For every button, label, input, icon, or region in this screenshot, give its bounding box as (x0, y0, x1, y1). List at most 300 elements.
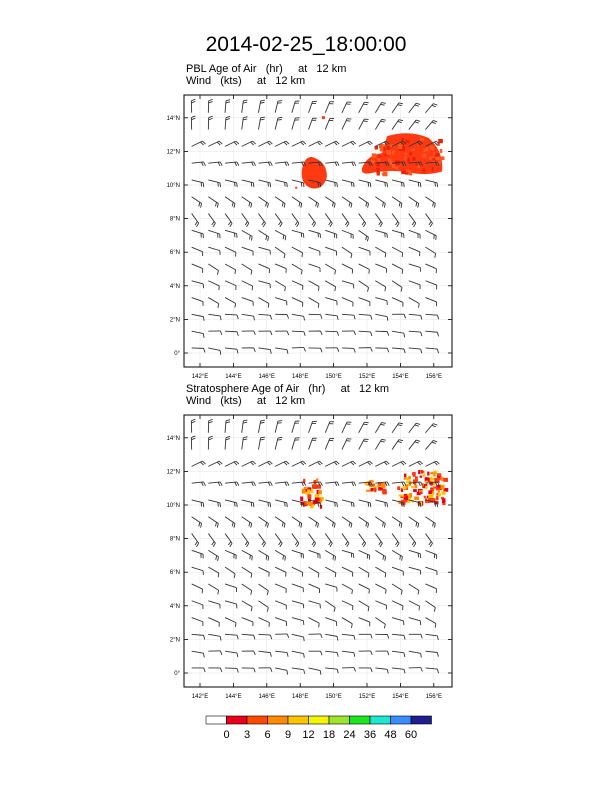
shading-cell (417, 492, 421, 496)
shading-cell (310, 504, 314, 508)
wind-barb-flag (297, 223, 299, 227)
wind-barb-flag (382, 439, 386, 440)
wind-barb (309, 550, 320, 554)
wind-barb-flag (418, 162, 420, 166)
wind-barb-flag (385, 482, 387, 486)
wind-barb (275, 500, 287, 503)
shading-patch (302, 157, 327, 189)
wind-barb (225, 264, 236, 270)
lon-tick-label: 148°E (291, 374, 309, 380)
wind-barb-flag (330, 223, 332, 227)
wind-barb (275, 534, 282, 544)
wind-barb (208, 534, 215, 544)
shading-cell (388, 158, 392, 161)
wind-barb (342, 584, 352, 590)
wind-barb (425, 550, 436, 554)
wind-barb (208, 634, 220, 636)
wind-barb-flag (212, 221, 214, 225)
shading-cell (320, 505, 322, 509)
wind-barb-flag (237, 482, 239, 486)
wind-barb-flag (312, 221, 314, 225)
wind-barb-flag (220, 482, 222, 486)
shading-cell (432, 156, 435, 160)
wind-barb (242, 421, 244, 433)
wind-barb (409, 461, 420, 466)
wind-barb-flag (254, 482, 256, 486)
wind-barb (242, 298, 253, 302)
wind-barb-flag (253, 461, 256, 464)
wind-barb-flag (254, 651, 256, 655)
wind-barb-flag (237, 162, 239, 166)
wind-barb-flag (421, 668, 423, 672)
shading-cell (440, 485, 445, 488)
wind-barb (292, 500, 304, 503)
wind-barb (225, 298, 236, 304)
wind-barb-flag (218, 557, 219, 561)
wind-barb (375, 141, 386, 146)
shading-cell (422, 154, 426, 158)
wind-barb (309, 482, 321, 483)
shading-cell (387, 153, 390, 155)
wind-barb (425, 567, 436, 571)
wind-barb (409, 584, 419, 590)
map-title: 2014-02-25_18:00:00 (205, 33, 407, 56)
wind-barb-flag (234, 203, 235, 207)
shading-cell (412, 472, 415, 475)
wind-barb (325, 634, 337, 636)
shading-cell (318, 490, 322, 494)
wind-barb-flag (254, 668, 255, 672)
wind-barb-flag (284, 462, 287, 465)
wind-barb-flag (354, 668, 356, 672)
wind-barb (375, 281, 385, 287)
wind-barb (375, 618, 385, 625)
wind-barb (375, 584, 386, 589)
colorbar-box (247, 716, 268, 724)
wind-barb (325, 162, 337, 163)
wind-barb-flag (200, 462, 203, 465)
wind-barb (242, 500, 254, 503)
wind-barb-flag (415, 122, 419, 123)
wind-barb (342, 230, 353, 234)
wind-barb-flag (384, 523, 385, 527)
shading-cell (442, 501, 445, 505)
wind-barb-flag (235, 482, 237, 486)
panel-1-wind-label: Wind (kts) at 12 km (186, 75, 306, 87)
wind-barb (325, 247, 336, 251)
wind-barb (425, 534, 432, 544)
wind-barb-flag (432, 442, 436, 443)
shading-cell (314, 480, 316, 483)
wind-barb (309, 281, 319, 287)
wind-barb (192, 550, 203, 554)
shading-cell (380, 146, 384, 151)
shading-cell (438, 488, 440, 490)
shading-cell (404, 474, 406, 478)
wind-barb (325, 197, 335, 204)
wind-barb (258, 534, 265, 544)
wind-barb (359, 461, 370, 466)
wind-barb (375, 601, 386, 606)
wind-barb (242, 230, 252, 236)
wind-barb-flag (230, 543, 232, 547)
shading-cell (432, 167, 434, 172)
wind-barb-flag (287, 482, 289, 486)
wind-barb (409, 162, 421, 163)
wind-barb (325, 102, 330, 113)
wind-barb-flag (260, 439, 264, 440)
wind-barb-flag (336, 461, 339, 464)
wind-barb (409, 197, 419, 204)
wind-barb-flag (196, 223, 198, 227)
wind-barb-flag (301, 203, 302, 207)
wind-barb-flag (301, 270, 302, 274)
shading-cell (403, 496, 406, 498)
wind-barb-flag (237, 635, 238, 639)
wind-barb (275, 197, 285, 204)
wind-barb (292, 118, 295, 130)
wind-barb (425, 162, 437, 163)
wind-barb-flag (364, 102, 368, 103)
wind-barb (275, 618, 286, 622)
wind-barb (309, 141, 320, 146)
shading-cell (399, 495, 404, 497)
wind-barb (409, 651, 421, 653)
shading-cell (413, 489, 417, 492)
wind-barb-flag (364, 422, 368, 423)
wind-barb (309, 197, 319, 204)
wind-barb (309, 618, 320, 624)
wind-barb (292, 214, 299, 224)
wind-barb (375, 298, 387, 301)
map-frame (184, 415, 452, 687)
shading-cell (428, 495, 433, 498)
wind-barb (208, 348, 220, 350)
wind-barb-flag (371, 348, 373, 352)
shading-cell (377, 484, 380, 487)
wind-barb (325, 438, 330, 449)
wind-barb (192, 298, 203, 302)
wind-barb (392, 634, 404, 635)
wind-barb-flag (313, 223, 315, 227)
wind-barb (392, 281, 402, 288)
wind-barb (258, 314, 270, 315)
wind-barb-flag (287, 634, 289, 638)
wind-barb-flag (284, 142, 287, 145)
wind-barb (392, 230, 404, 233)
wind-barb-flag (345, 221, 347, 225)
wind-barb-flag (304, 162, 306, 166)
wind-barb-flag (297, 543, 299, 547)
lon-tick-label: 154°E (392, 694, 409, 700)
wind-barb (409, 618, 421, 621)
wind-barb (242, 118, 244, 130)
wind-barb-flag (320, 162, 322, 166)
shading-cell (295, 187, 297, 189)
wind-barb-flag (201, 523, 202, 527)
shading-cell (433, 483, 435, 486)
shading-cell (440, 156, 445, 160)
wind-barb (242, 601, 252, 607)
wind-barb-flag (437, 653, 438, 657)
wind-barb-flag (286, 141, 289, 144)
wind-barb (425, 618, 435, 624)
shading-cell (401, 500, 406, 505)
wind-barb-flag (220, 668, 222, 672)
wind-barb-flag (399, 423, 403, 424)
wind-barb (275, 438, 278, 450)
wind-barb (425, 584, 436, 589)
wind-barb-flag (269, 461, 272, 464)
wind-barb-flag (202, 141, 205, 144)
wind-barb-flag (217, 271, 218, 275)
shading-cell (383, 171, 388, 176)
wind-barb (359, 298, 370, 302)
wind-barb-flag (421, 653, 422, 657)
wind-barb-flag (262, 541, 264, 545)
shading-cell (401, 170, 406, 174)
shading-cell (378, 158, 381, 161)
lon-tick-label: 152°E (358, 694, 376, 700)
wind-barb (225, 601, 237, 604)
wind-barb-flag (191, 99, 195, 101)
shading-cell (386, 150, 391, 155)
wind-barb (275, 230, 286, 236)
wind-barb-flag (399, 440, 403, 441)
wind-barb (375, 314, 387, 316)
wind-barb-flag (351, 142, 354, 145)
wind-barb-flag (398, 441, 402, 442)
shading-cell (386, 143, 389, 145)
shading-cell (441, 491, 445, 495)
wind-barb-flag (335, 162, 337, 166)
wind-barb-flag (270, 162, 272, 166)
wind-barb-flag (402, 556, 403, 560)
shading-cell (430, 488, 433, 490)
wind-barb (425, 180, 437, 183)
wind-barb (342, 298, 353, 303)
wind-barb-flag (415, 442, 419, 443)
wind-barb (309, 517, 319, 524)
wind-barb-flag (367, 142, 370, 145)
wind-barb (375, 103, 381, 113)
shading-cell (371, 488, 374, 492)
wind-barb (359, 314, 371, 315)
wind-barb-flag (284, 203, 285, 207)
shading-cell (312, 502, 315, 505)
wind-barb (359, 247, 370, 251)
wind-barb (375, 247, 385, 253)
wind-barb (325, 482, 337, 483)
wind-barb-flag (379, 221, 381, 225)
wind-barb-flag (437, 349, 438, 353)
wind-barb (208, 601, 219, 605)
wind-barb (292, 247, 303, 253)
lon-tick-label: 146°E (258, 374, 276, 380)
shading-cell (429, 493, 433, 497)
wind-barb-flag (230, 223, 232, 227)
shading-cell (406, 172, 409, 175)
wind-barb (275, 601, 286, 605)
wind-barb (258, 230, 268, 236)
wind-barb (342, 567, 353, 572)
lon-tick-label: 150°E (325, 374, 342, 380)
wind-barb-flag (277, 120, 281, 121)
colorbar-label: 18 (322, 729, 336, 741)
shading-cell (432, 478, 435, 480)
colorbar-box (350, 716, 371, 724)
wind-barb-flag (335, 556, 336, 560)
shading-cell (387, 146, 390, 151)
wind-barb-flag (380, 424, 384, 425)
wind-barb-flag (321, 315, 322, 319)
wind-barb (242, 162, 254, 163)
wind-barb (258, 500, 270, 503)
wind-barb (292, 141, 303, 146)
wind-barb-flag (243, 439, 247, 440)
wind-barb (192, 618, 203, 622)
shading-cell (408, 494, 411, 499)
wind-barb-flag (437, 315, 438, 319)
wind-barb-flag (191, 101, 195, 103)
wind-barb-flag (352, 624, 353, 628)
wind-barb (208, 180, 220, 183)
wind-barb-flag (404, 349, 405, 353)
wind-barb-flag (382, 103, 386, 104)
wind-barb-flag (209, 422, 213, 423)
shading-cell (430, 145, 434, 150)
shading-cell (405, 156, 407, 160)
colorbar-label: 24 (343, 729, 356, 741)
wind-barb-flag (243, 422, 247, 423)
wind-barb (292, 567, 303, 572)
lat-tick-label: 6°N (169, 570, 180, 577)
lat-tick-label: 4°N (169, 603, 180, 610)
wind-barb-flag (268, 557, 269, 561)
lat-tick-label: 10°N (166, 183, 180, 189)
shading-cell (369, 480, 372, 483)
wind-barb-flag (416, 440, 420, 441)
wind-barb (425, 461, 436, 466)
shading-cell (365, 482, 368, 485)
wind-barb-flag (267, 523, 268, 527)
wind-barb-flag (416, 103, 420, 104)
wind-barb-flag (399, 202, 400, 206)
wind-barb (409, 281, 420, 285)
wind-barb-flag (303, 461, 306, 464)
shading-cell (414, 482, 416, 485)
wind-barb-flag (226, 116, 230, 117)
wind-barb-flag (430, 223, 432, 227)
wind-barb-flag (215, 202, 216, 206)
wind-barb-flag (363, 104, 367, 105)
shading-cell (401, 138, 404, 141)
wind-barb-flag (295, 541, 297, 545)
wind-barb (292, 651, 304, 653)
wind-barb-flag (349, 202, 350, 206)
wind-barb (292, 180, 304, 183)
shading-cell (390, 144, 394, 146)
wind-barb-flag (236, 461, 239, 464)
wind-barb-flag (433, 522, 434, 526)
wind-barb (342, 482, 354, 483)
wind-barb (342, 500, 354, 503)
wind-barb-flag (277, 423, 281, 424)
wind-barb (208, 141, 219, 146)
wind-barb (392, 651, 404, 653)
wind-barb (325, 230, 336, 234)
wind-barb-flag (349, 522, 350, 526)
wind-barb-flag (419, 303, 420, 307)
wind-barb-flag (251, 162, 253, 166)
shading-cell (422, 484, 427, 488)
wind-barb (292, 298, 303, 303)
wind-barb-flag (434, 523, 435, 527)
wind-barb (309, 438, 313, 449)
shading-cell (312, 484, 317, 489)
shading-cell (437, 161, 440, 164)
shading-cell (438, 493, 441, 497)
wind-barb (225, 348, 237, 349)
shading-cell (423, 473, 426, 476)
wind-barb-flag (245, 221, 247, 225)
shading-cell (377, 162, 380, 166)
wind-barb (342, 534, 349, 544)
shading-cell (306, 489, 308, 492)
wind-barb (375, 230, 387, 233)
wind-barb (425, 230, 436, 235)
wind-barb-flag (432, 122, 436, 123)
wind-barb-flag (268, 237, 269, 241)
wind-barb (392, 141, 403, 146)
wind-barb (392, 567, 403, 571)
shading-cell (406, 484, 408, 488)
shading-cell (428, 499, 430, 503)
wind-barb (425, 651, 437, 652)
shading-cell (411, 500, 413, 503)
shading-cell (384, 154, 387, 156)
wind-barb-flag (384, 142, 387, 145)
wind-barb (325, 517, 335, 524)
wind-barb-flag (421, 332, 422, 336)
wind-barb-flag (201, 162, 203, 166)
wind-barb (275, 461, 286, 466)
wind-barb-flag (286, 461, 289, 464)
shading-cell (437, 144, 440, 146)
wind-barb (225, 634, 237, 635)
wind-barb (275, 214, 282, 224)
shading-cell (433, 472, 435, 476)
shading-cell (422, 471, 425, 473)
wind-barb-flag (404, 333, 405, 337)
wind-barb (225, 314, 237, 315)
wind-barb (258, 438, 260, 450)
wind-barb-flag (397, 543, 399, 547)
shading-cell (407, 498, 410, 503)
wind-barb-flag (263, 543, 265, 547)
wind-barb (359, 439, 365, 450)
wind-barb-flag (243, 117, 247, 118)
wind-barb (242, 197, 252, 204)
shading-cell (402, 486, 406, 490)
shading-cell (395, 160, 400, 164)
wind-barb (359, 550, 370, 555)
wind-barb-flag (251, 607, 252, 611)
shading-cell (307, 502, 311, 505)
wind-barb-flag (354, 162, 356, 166)
wind-barb-flag (209, 438, 213, 439)
wind-barb (425, 517, 435, 524)
